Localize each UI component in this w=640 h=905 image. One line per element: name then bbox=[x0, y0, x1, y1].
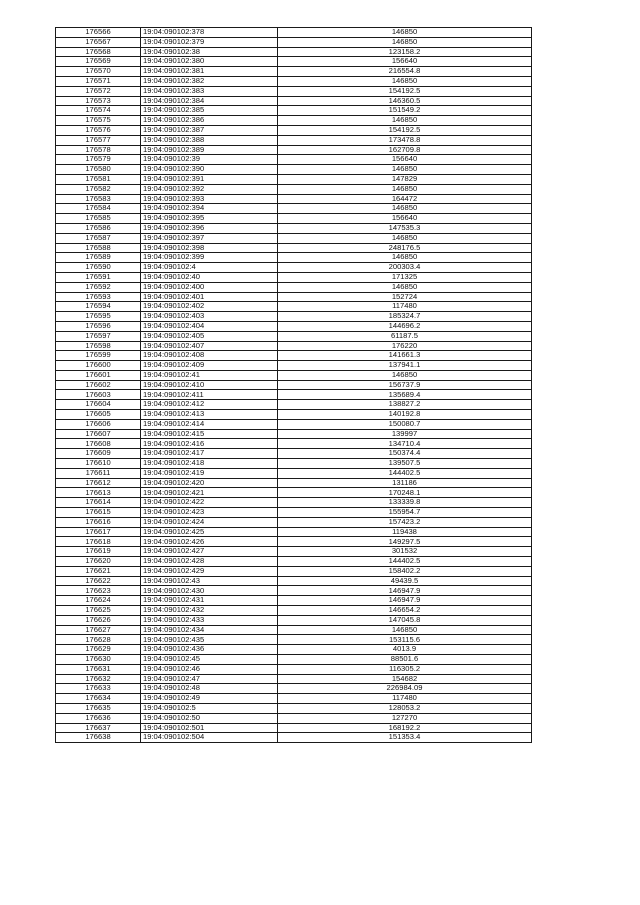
table-row bbox=[56, 703, 532, 713]
value-cell: 147829 bbox=[278, 174, 532, 184]
row-id-cell: 176623 bbox=[56, 586, 141, 596]
cadastral-number-cell: 19:04:090102:43 bbox=[141, 576, 278, 586]
table-row bbox=[56, 547, 532, 557]
value-cell: 146850 bbox=[278, 28, 532, 38]
row-id-cell: 176619 bbox=[56, 547, 141, 557]
table-row bbox=[56, 37, 532, 47]
value-cell: 170248.1 bbox=[278, 488, 532, 498]
cadastral-number-cell: 19:04:090102:381 bbox=[141, 67, 278, 77]
cadastral-number-cell: 19:04:090102:394 bbox=[141, 204, 278, 214]
table-row bbox=[56, 106, 532, 116]
table-row bbox=[56, 498, 532, 508]
row-id-cell: 176616 bbox=[56, 517, 141, 527]
row-id-cell: 176595 bbox=[56, 312, 141, 322]
value-cell: 146850 bbox=[278, 37, 532, 47]
table-row bbox=[56, 615, 532, 625]
row-id-cell: 176624 bbox=[56, 596, 141, 606]
table-row bbox=[56, 723, 532, 733]
value-cell: 146850 bbox=[278, 116, 532, 126]
table-row bbox=[56, 263, 532, 273]
row-id-cell: 176602 bbox=[56, 380, 141, 390]
value-cell: 152724 bbox=[278, 292, 532, 302]
cadastral-number-cell: 19:04:090102:435 bbox=[141, 635, 278, 645]
table-row bbox=[56, 459, 532, 469]
value-cell: 127270 bbox=[278, 713, 532, 723]
value-cell: 150374.4 bbox=[278, 449, 532, 459]
cadastral-number-cell: 19:04:090102:40 bbox=[141, 272, 278, 282]
table-row bbox=[56, 713, 532, 723]
cadastral-number-cell: 19:04:090102:411 bbox=[141, 390, 278, 400]
cadastral-number-cell: 19:04:090102:401 bbox=[141, 292, 278, 302]
row-id-cell: 176594 bbox=[56, 302, 141, 312]
value-cell: 150080.7 bbox=[278, 419, 532, 429]
row-id-cell: 176621 bbox=[56, 566, 141, 576]
value-cell: 154682 bbox=[278, 674, 532, 684]
cadastral-number-cell: 19:04:090102:409 bbox=[141, 361, 278, 371]
value-cell: 146654.2 bbox=[278, 606, 532, 616]
table-row bbox=[56, 586, 532, 596]
cadastral-number-cell: 19:04:090102:422 bbox=[141, 498, 278, 508]
table-row bbox=[56, 272, 532, 282]
table-row bbox=[56, 86, 532, 96]
value-cell: 4013.9 bbox=[278, 645, 532, 655]
table-row bbox=[56, 361, 532, 371]
row-id-cell: 176612 bbox=[56, 478, 141, 488]
cadastral-number-cell: 19:04:090102:436 bbox=[141, 645, 278, 655]
value-cell: 146850 bbox=[278, 184, 532, 194]
table-row bbox=[56, 517, 532, 527]
cadastral-number-cell: 19:04:090102:423 bbox=[141, 508, 278, 518]
table-row bbox=[56, 253, 532, 263]
table-row bbox=[56, 282, 532, 292]
row-id-cell: 176629 bbox=[56, 645, 141, 655]
table-row bbox=[56, 67, 532, 77]
value-cell: 216554.8 bbox=[278, 67, 532, 77]
cadastral-number-cell: 19:04:090102:5 bbox=[141, 703, 278, 713]
row-id-cell: 176601 bbox=[56, 370, 141, 380]
table-row bbox=[56, 390, 532, 400]
value-cell: 156640 bbox=[278, 57, 532, 67]
table-row bbox=[56, 243, 532, 253]
cadastral-number-cell: 19:04:090102:427 bbox=[141, 547, 278, 557]
row-id-cell: 176634 bbox=[56, 694, 141, 704]
cadastral-number-cell: 19:04:090102:389 bbox=[141, 145, 278, 155]
value-cell: 155954.7 bbox=[278, 508, 532, 518]
table-row bbox=[56, 331, 532, 341]
row-id-cell: 176613 bbox=[56, 488, 141, 498]
value-cell: 144696.2 bbox=[278, 321, 532, 331]
row-id-cell: 176630 bbox=[56, 655, 141, 665]
row-id-cell: 176603 bbox=[56, 390, 141, 400]
row-id-cell: 176622 bbox=[56, 576, 141, 586]
table-row bbox=[56, 351, 532, 361]
cadastral-number-cell: 19:04:090102:399 bbox=[141, 253, 278, 263]
value-cell: 146947.9 bbox=[278, 586, 532, 596]
table-row bbox=[56, 419, 532, 429]
row-id-cell: 176583 bbox=[56, 194, 141, 204]
row-id-cell: 176586 bbox=[56, 223, 141, 233]
value-cell: 173478.8 bbox=[278, 135, 532, 145]
cadastral-number-cell: 19:04:090102:407 bbox=[141, 341, 278, 351]
value-cell: 88501.6 bbox=[278, 655, 532, 665]
table-row bbox=[56, 655, 532, 665]
value-cell: 133339.8 bbox=[278, 498, 532, 508]
row-id-cell: 176591 bbox=[56, 272, 141, 282]
table-row bbox=[56, 537, 532, 547]
value-cell: 123158.2 bbox=[278, 47, 532, 57]
row-id-cell: 176567 bbox=[56, 37, 141, 47]
cadastral-number-cell: 19:04:090102:412 bbox=[141, 400, 278, 410]
row-id-cell: 176593 bbox=[56, 292, 141, 302]
value-cell: 157423.2 bbox=[278, 517, 532, 527]
cadastral-number-cell: 19:04:090102:431 bbox=[141, 596, 278, 606]
row-id-cell: 176568 bbox=[56, 47, 141, 57]
table-row bbox=[56, 184, 532, 194]
row-id-cell: 176625 bbox=[56, 606, 141, 616]
row-id-cell: 176576 bbox=[56, 125, 141, 135]
value-cell: 116305.2 bbox=[278, 664, 532, 674]
row-id-cell: 176605 bbox=[56, 410, 141, 420]
cadastral-number-cell: 19:04:090102:49 bbox=[141, 694, 278, 704]
cadastral-number-cell: 19:04:090102:385 bbox=[141, 106, 278, 116]
row-id-cell: 176635 bbox=[56, 703, 141, 713]
row-id-cell: 176570 bbox=[56, 67, 141, 77]
row-id-cell: 176627 bbox=[56, 625, 141, 635]
cadastral-number-cell: 19:04:090102:434 bbox=[141, 625, 278, 635]
table-body bbox=[56, 28, 532, 743]
value-cell: 156640 bbox=[278, 155, 532, 165]
cadastral-number-cell: 19:04:090102:415 bbox=[141, 429, 278, 439]
row-id-cell: 176590 bbox=[56, 263, 141, 273]
row-id-cell: 176569 bbox=[56, 57, 141, 67]
value-cell: 146850 bbox=[278, 625, 532, 635]
row-id-cell: 176632 bbox=[56, 674, 141, 684]
value-cell: 139507.5 bbox=[278, 459, 532, 469]
cadastral-number-cell: 19:04:090102:403 bbox=[141, 312, 278, 322]
row-id-cell: 176636 bbox=[56, 713, 141, 723]
table-row bbox=[56, 527, 532, 537]
row-id-cell: 176598 bbox=[56, 341, 141, 351]
value-cell: 146850 bbox=[278, 204, 532, 214]
table-row bbox=[56, 204, 532, 214]
cadastral-number-cell: 19:04:090102:47 bbox=[141, 674, 278, 684]
row-id-cell: 176575 bbox=[56, 116, 141, 126]
row-id-cell: 176638 bbox=[56, 733, 141, 743]
cadastral-number-cell: 19:04:090102:404 bbox=[141, 321, 278, 331]
value-cell: 146850 bbox=[278, 165, 532, 175]
cadastral-number-cell: 19:04:090102:432 bbox=[141, 606, 278, 616]
value-cell: 164472 bbox=[278, 194, 532, 204]
table-row bbox=[56, 606, 532, 616]
value-cell: 154192.5 bbox=[278, 125, 532, 135]
value-cell: 146850 bbox=[278, 370, 532, 380]
value-cell: 139997 bbox=[278, 429, 532, 439]
table-row bbox=[56, 214, 532, 224]
table-row bbox=[56, 468, 532, 478]
cadastral-number-cell: 19:04:090102:380 bbox=[141, 57, 278, 67]
row-id-cell: 176596 bbox=[56, 321, 141, 331]
data-table bbox=[55, 27, 532, 743]
value-cell: 141661.3 bbox=[278, 351, 532, 361]
cadastral-number-cell: 19:04:090102:41 bbox=[141, 370, 278, 380]
row-id-cell: 176626 bbox=[56, 615, 141, 625]
table-row bbox=[56, 664, 532, 674]
row-id-cell: 176585 bbox=[56, 214, 141, 224]
value-cell: 146850 bbox=[278, 253, 532, 263]
value-cell: 146360.5 bbox=[278, 96, 532, 106]
cadastral-number-cell: 19:04:090102:390 bbox=[141, 165, 278, 175]
row-id-cell: 176566 bbox=[56, 28, 141, 38]
value-cell: 140192.8 bbox=[278, 410, 532, 420]
cadastral-number-cell: 19:04:090102:46 bbox=[141, 664, 278, 674]
cadastral-number-cell: 19:04:090102:50 bbox=[141, 713, 278, 723]
row-id-cell: 176618 bbox=[56, 537, 141, 547]
cadastral-number-cell: 19:04:090102:405 bbox=[141, 331, 278, 341]
row-id-cell: 176607 bbox=[56, 429, 141, 439]
value-cell: 151549.2 bbox=[278, 106, 532, 116]
row-id-cell: 176589 bbox=[56, 253, 141, 263]
table-row bbox=[56, 596, 532, 606]
row-id-cell: 176587 bbox=[56, 233, 141, 243]
cadastral-number-cell: 19:04:090102:410 bbox=[141, 380, 278, 390]
value-cell: 226984.09 bbox=[278, 684, 532, 694]
row-id-cell: 176608 bbox=[56, 439, 141, 449]
value-cell: 147045.8 bbox=[278, 615, 532, 625]
cadastral-number-cell: 19:04:090102:45 bbox=[141, 655, 278, 665]
cadastral-number-cell: 19:04:090102:382 bbox=[141, 76, 278, 86]
row-id-cell: 176604 bbox=[56, 400, 141, 410]
cadastral-number-cell: 19:04:090102:425 bbox=[141, 527, 278, 537]
value-cell: 171325 bbox=[278, 272, 532, 282]
cadastral-number-cell: 19:04:090102:428 bbox=[141, 557, 278, 567]
cadastral-number-cell: 19:04:090102:417 bbox=[141, 449, 278, 459]
cadastral-number-cell: 19:04:090102:39 bbox=[141, 155, 278, 165]
value-cell: 154192.5 bbox=[278, 86, 532, 96]
table-row bbox=[56, 439, 532, 449]
cadastral-number-cell: 19:04:090102:433 bbox=[141, 615, 278, 625]
value-cell: 156737.9 bbox=[278, 380, 532, 390]
row-id-cell: 176610 bbox=[56, 459, 141, 469]
table-row bbox=[56, 478, 532, 488]
value-cell: 146850 bbox=[278, 282, 532, 292]
table-row bbox=[56, 566, 532, 576]
value-cell: 301532 bbox=[278, 547, 532, 557]
table-row bbox=[56, 488, 532, 498]
value-cell: 135689.4 bbox=[278, 390, 532, 400]
value-cell: 49439.5 bbox=[278, 576, 532, 586]
cadastral-number-cell: 19:04:090102:501 bbox=[141, 723, 278, 733]
row-id-cell: 176592 bbox=[56, 282, 141, 292]
table-row bbox=[56, 400, 532, 410]
table-row bbox=[56, 733, 532, 743]
row-id-cell: 176574 bbox=[56, 106, 141, 116]
table-row bbox=[56, 312, 532, 322]
cadastral-number-cell: 19:04:090102:414 bbox=[141, 419, 278, 429]
cadastral-number-cell: 19:04:090102:421 bbox=[141, 488, 278, 498]
row-id-cell: 176580 bbox=[56, 165, 141, 175]
row-id-cell: 176628 bbox=[56, 635, 141, 645]
table-row bbox=[56, 449, 532, 459]
cadastral-number-cell: 19:04:090102:400 bbox=[141, 282, 278, 292]
table-row bbox=[56, 694, 532, 704]
table-row bbox=[56, 57, 532, 67]
cadastral-number-cell: 19:04:090102:397 bbox=[141, 233, 278, 243]
value-cell: 162709.8 bbox=[278, 145, 532, 155]
value-cell: 176220 bbox=[278, 341, 532, 351]
value-cell: 151353.4 bbox=[278, 733, 532, 743]
value-cell: 153115.6 bbox=[278, 635, 532, 645]
table-row bbox=[56, 684, 532, 694]
row-id-cell: 176599 bbox=[56, 351, 141, 361]
value-cell: 156640 bbox=[278, 214, 532, 224]
table-row bbox=[56, 155, 532, 165]
cadastral-number-cell: 19:04:090102:383 bbox=[141, 86, 278, 96]
row-id-cell: 176571 bbox=[56, 76, 141, 86]
table-row bbox=[56, 341, 532, 351]
cadastral-number-cell: 19:04:090102:387 bbox=[141, 125, 278, 135]
table-row bbox=[56, 145, 532, 155]
table-row bbox=[56, 321, 532, 331]
cadastral-number-cell: 19:04:090102:426 bbox=[141, 537, 278, 547]
cadastral-number-cell: 19:04:090102:4 bbox=[141, 263, 278, 273]
row-id-cell: 176572 bbox=[56, 86, 141, 96]
row-id-cell: 176609 bbox=[56, 449, 141, 459]
table-row bbox=[56, 645, 532, 655]
table-row bbox=[56, 233, 532, 243]
table-row bbox=[56, 194, 532, 204]
cadastral-number-cell: 19:04:090102:419 bbox=[141, 468, 278, 478]
cadastral-number-cell: 19:04:090102:398 bbox=[141, 243, 278, 253]
row-id-cell: 176581 bbox=[56, 174, 141, 184]
table-row bbox=[56, 557, 532, 567]
table-row bbox=[56, 370, 532, 380]
table-row bbox=[56, 165, 532, 175]
row-id-cell: 176600 bbox=[56, 361, 141, 371]
table-row bbox=[56, 47, 532, 57]
row-id-cell: 176637 bbox=[56, 723, 141, 733]
row-id-cell: 176611 bbox=[56, 468, 141, 478]
cadastral-number-cell: 19:04:090102:429 bbox=[141, 566, 278, 576]
table-row bbox=[56, 125, 532, 135]
table-row bbox=[56, 429, 532, 439]
cadastral-number-cell: 19:04:090102:393 bbox=[141, 194, 278, 204]
value-cell: 200303.4 bbox=[278, 263, 532, 273]
cadastral-number-cell: 19:04:090102:395 bbox=[141, 214, 278, 224]
cadastral-number-cell: 19:04:090102:384 bbox=[141, 96, 278, 106]
table-row bbox=[56, 292, 532, 302]
value-cell: 168192.2 bbox=[278, 723, 532, 733]
row-id-cell: 176633 bbox=[56, 684, 141, 694]
cadastral-number-cell: 19:04:090102:378 bbox=[141, 28, 278, 38]
cadastral-number-cell: 19:04:090102:379 bbox=[141, 37, 278, 47]
value-cell: 138827.2 bbox=[278, 400, 532, 410]
cadastral-number-cell: 19:04:090102:386 bbox=[141, 116, 278, 126]
row-id-cell: 176578 bbox=[56, 145, 141, 155]
value-cell: 117480 bbox=[278, 694, 532, 704]
row-id-cell: 176615 bbox=[56, 508, 141, 518]
cadastral-number-cell: 19:04:090102:48 bbox=[141, 684, 278, 694]
value-cell: 117480 bbox=[278, 302, 532, 312]
table-row bbox=[56, 625, 532, 635]
cadastral-number-cell: 19:04:090102:504 bbox=[141, 733, 278, 743]
cadastral-number-cell: 19:04:090102:416 bbox=[141, 439, 278, 449]
table-row bbox=[56, 135, 532, 145]
row-id-cell: 176597 bbox=[56, 331, 141, 341]
cadastral-number-cell: 19:04:090102:418 bbox=[141, 459, 278, 469]
table-row bbox=[56, 28, 532, 38]
value-cell: 144402.5 bbox=[278, 557, 532, 567]
table-row bbox=[56, 223, 532, 233]
cadastral-number-cell: 19:04:090102:408 bbox=[141, 351, 278, 361]
value-cell: 134710.4 bbox=[278, 439, 532, 449]
row-id-cell: 176588 bbox=[56, 243, 141, 253]
value-cell: 131186 bbox=[278, 478, 532, 488]
row-id-cell: 176573 bbox=[56, 96, 141, 106]
cadastral-number-cell: 19:04:090102:420 bbox=[141, 478, 278, 488]
value-cell: 149297.5 bbox=[278, 537, 532, 547]
row-id-cell: 176614 bbox=[56, 498, 141, 508]
cadastral-number-cell: 19:04:090102:424 bbox=[141, 517, 278, 527]
value-cell: 146947.9 bbox=[278, 596, 532, 606]
cadastral-number-cell: 19:04:090102:396 bbox=[141, 223, 278, 233]
table-row bbox=[56, 508, 532, 518]
cadastral-number-cell: 19:04:090102:413 bbox=[141, 410, 278, 420]
cadastral-number-cell: 19:04:090102:388 bbox=[141, 135, 278, 145]
table-row bbox=[56, 380, 532, 390]
table-row bbox=[56, 174, 532, 184]
row-id-cell: 176606 bbox=[56, 419, 141, 429]
value-cell: 61187.5 bbox=[278, 331, 532, 341]
table-row bbox=[56, 302, 532, 312]
cadastral-number-cell: 19:04:090102:402 bbox=[141, 302, 278, 312]
table-row bbox=[56, 635, 532, 645]
row-id-cell: 176620 bbox=[56, 557, 141, 567]
value-cell: 119438 bbox=[278, 527, 532, 537]
cadastral-number-cell: 19:04:090102:391 bbox=[141, 174, 278, 184]
value-cell: 248176.5 bbox=[278, 243, 532, 253]
table-row bbox=[56, 410, 532, 420]
table-row bbox=[56, 576, 532, 586]
table-row bbox=[56, 116, 532, 126]
row-id-cell: 176631 bbox=[56, 664, 141, 674]
cadastral-number-cell: 19:04:090102:38 bbox=[141, 47, 278, 57]
cadastral-number-cell: 19:04:090102:430 bbox=[141, 586, 278, 596]
cadastral-number-cell: 19:04:090102:392 bbox=[141, 184, 278, 194]
row-id-cell: 176584 bbox=[56, 204, 141, 214]
value-cell: 128053.2 bbox=[278, 703, 532, 713]
value-cell: 144402.5 bbox=[278, 468, 532, 478]
table-row bbox=[56, 96, 532, 106]
row-id-cell: 176582 bbox=[56, 184, 141, 194]
value-cell: 146850 bbox=[278, 233, 532, 243]
value-cell: 147535.3 bbox=[278, 223, 532, 233]
row-id-cell: 176617 bbox=[56, 527, 141, 537]
table-row bbox=[56, 674, 532, 684]
table-row bbox=[56, 76, 532, 86]
value-cell: 158402.2 bbox=[278, 566, 532, 576]
value-cell: 146850 bbox=[278, 76, 532, 86]
value-cell: 137941.1 bbox=[278, 361, 532, 371]
value-cell: 185324.7 bbox=[278, 312, 532, 322]
row-id-cell: 176579 bbox=[56, 155, 141, 165]
row-id-cell: 176577 bbox=[56, 135, 141, 145]
